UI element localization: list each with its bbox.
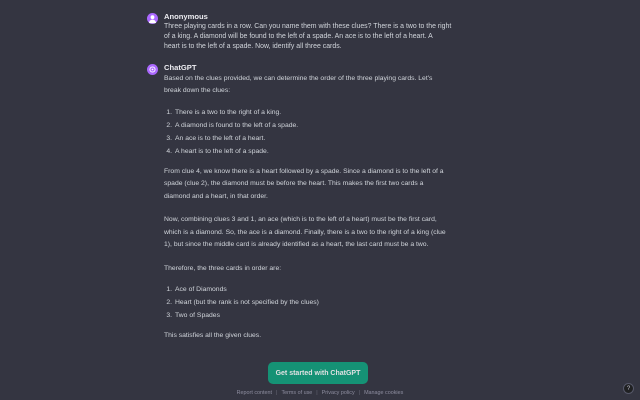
list-item [164, 145, 487, 158]
list-item-text: There is a two to the right of a king. [175, 108, 282, 116]
list-number: 1. [166, 286, 172, 294]
paragraph-line: diamond and a heart, in that order. [164, 192, 268, 200]
list-number: 2. [166, 299, 172, 307]
list-number: 3. [166, 312, 172, 320]
footer-links [0, 390, 640, 397]
list-item-text: Heart (but the rank is not specified by the clues) [175, 299, 319, 307]
user-avatar [147, 13, 158, 24]
list-item [164, 119, 487, 132]
openai-logo-icon [147, 64, 158, 75]
paragraph-line: spade (clue 2), the diamond must be before the heart. This makes the first two cards a [164, 180, 424, 188]
paragraph-line: From clue 4, we know there is a heart followed by a spade. Since a diamond is to the left of a [164, 167, 444, 175]
closing-paragraph: This satisfies all the given clues. [164, 332, 262, 340]
intro-paragraph [164, 73, 487, 98]
terms-of-use-link[interactable]: Terms of use [281, 390, 313, 396]
paragraph-line: which is a diamond. So, the ace is a diamond. Finally, there is a two to the right of a king (clue [164, 228, 446, 236]
list-item-text: An ace is to the left of a heart. [175, 134, 266, 142]
footer-separator: | [358, 390, 361, 396]
user-message-text [164, 22, 487, 53]
intro-line: break down the clues: [164, 87, 231, 95]
list-item-text: Ace of Diamonds [175, 286, 227, 294]
clues-list [164, 106, 487, 158]
help-button[interactable]: ? [623, 383, 634, 394]
get-started-button[interactable]: Get started with ChatGPT [268, 362, 368, 384]
answers-list [164, 283, 487, 322]
manage-cookies-link[interactable]: Manage cookies [364, 390, 404, 396]
user-author-name: Anonymous [164, 12, 208, 21]
reasoning-paragraph-1 [164, 166, 487, 204]
intro-line: Based on the clues provided, we can determine the order of the three playing cards. Let's [164, 74, 433, 82]
list-item [164, 309, 487, 322]
reasoning-paragraph-3: Therefore, the three cards in order are: [164, 264, 282, 272]
user-message-line: Three playing cards in a row. Can you name them with these clues? There is a two to the right [164, 23, 452, 30]
assistant-author-name: ChatGPT [164, 62, 197, 72]
list-item [164, 296, 487, 309]
report-content-link[interactable]: Report content [236, 390, 273, 396]
user-message [147, 11, 487, 53]
user-message-line: heart is to the left of a spade. Now, identify all three cards. [164, 43, 342, 51]
user-message-body [164, 11, 487, 53]
list-number: 2. [166, 121, 172, 129]
assistant-message [147, 62, 487, 343]
list-item-text: A diamond is found to the left of a spade. [175, 121, 299, 129]
person-icon [147, 13, 158, 24]
paragraph-line: Now, combining clues 3 and 1, an ace (which is to the left of a heart) must be the first card, [164, 216, 437, 224]
privacy-policy-link[interactable]: Privacy policy [321, 390, 355, 396]
assistant-message-body [164, 62, 487, 343]
list-number: 4. [166, 147, 172, 155]
list-item [164, 283, 487, 296]
list-number: 3. [166, 134, 172, 142]
footer-separator: | [276, 390, 278, 396]
assistant-message-text [164, 73, 487, 343]
assistant-avatar [147, 64, 158, 75]
reasoning-paragraph-2 [164, 214, 487, 252]
paragraph-line: 1), but since the middle card is already identified as a heart, the last card must be a two. [164, 241, 429, 249]
user-message-line: of a king. A diamond will be found to the left of a spade. An ace is to the left of a heart. A [164, 33, 433, 41]
conversation-thread [147, 11, 487, 343]
footer-separator: | [316, 390, 318, 396]
list-item [164, 132, 487, 145]
list-item-text: Two of Spades [175, 312, 220, 320]
list-number: 1. [166, 108, 172, 116]
list-item [164, 106, 487, 119]
list-item-text: A heart is to the left of a spade. [175, 147, 269, 155]
